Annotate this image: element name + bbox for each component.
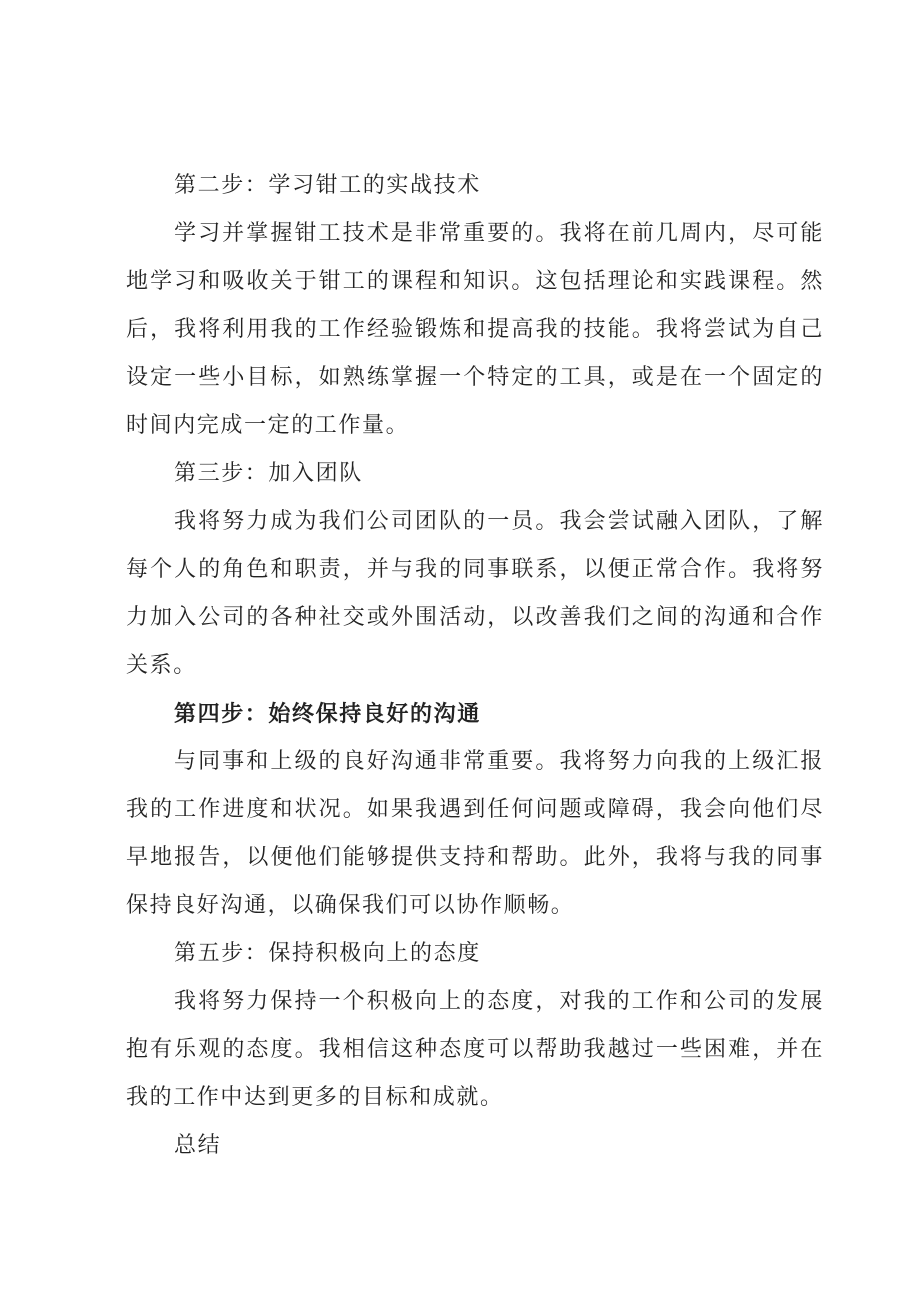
summary-heading: 总结 [174, 1133, 222, 1158]
document-page [126, 162, 824, 1170]
section-heading-step-5: 第五步：保持积极向上的态度 [174, 941, 481, 966]
section-body-step-3: 我将努力成为我们公司团队的一员。我会尝试融入团队，了解每个人的角色和职责，并与我的同事联系，以便正常合作。我将努力加入公司的各种社交或外围活动，以改善我们之间的沟通和合作关系。 [126, 509, 824, 678]
section-body-step-2: 学习并掌握钳工技术是非常重要的。我将在前几周内，尽可能地学习和吸收关于钳工的课程和知识。这包括理论和实践课程。然后，我将利用我的工作经验锻炼和提高我的技能。我将尝试为自己设定一些小目标，如熟练掌握一个特定的工具，或是在一个固定的时间内完成一定的工作量。 [126, 221, 824, 438]
section-body-step-5: 我将努力保持一个积极向上的态度，对我的工作和公司的发展抱有乐观的态度。我相信这种态度可以帮助我越过一些困难，并在我的工作中达到更多的目标和成就。 [126, 989, 824, 1110]
section-heading-step-3: 第三步：加入团队 [174, 461, 363, 486]
section-heading-step-4: 第四步：始终保持良好的沟通 [174, 701, 481, 727]
section-heading-step-2: 第二步：学习钳工的实战技术 [174, 173, 481, 198]
section-body-step-4: 与同事和上级的良好沟通非常重要。我将努力向我的上级汇报我的工作进度和状况。如果我遇到任何问题或障碍，我会向他们尽早地报告，以便他们能够提供支持和帮助。此外，我将与我的同事保持良好沟通，以确保我们可以协作顺畅。 [126, 749, 824, 918]
